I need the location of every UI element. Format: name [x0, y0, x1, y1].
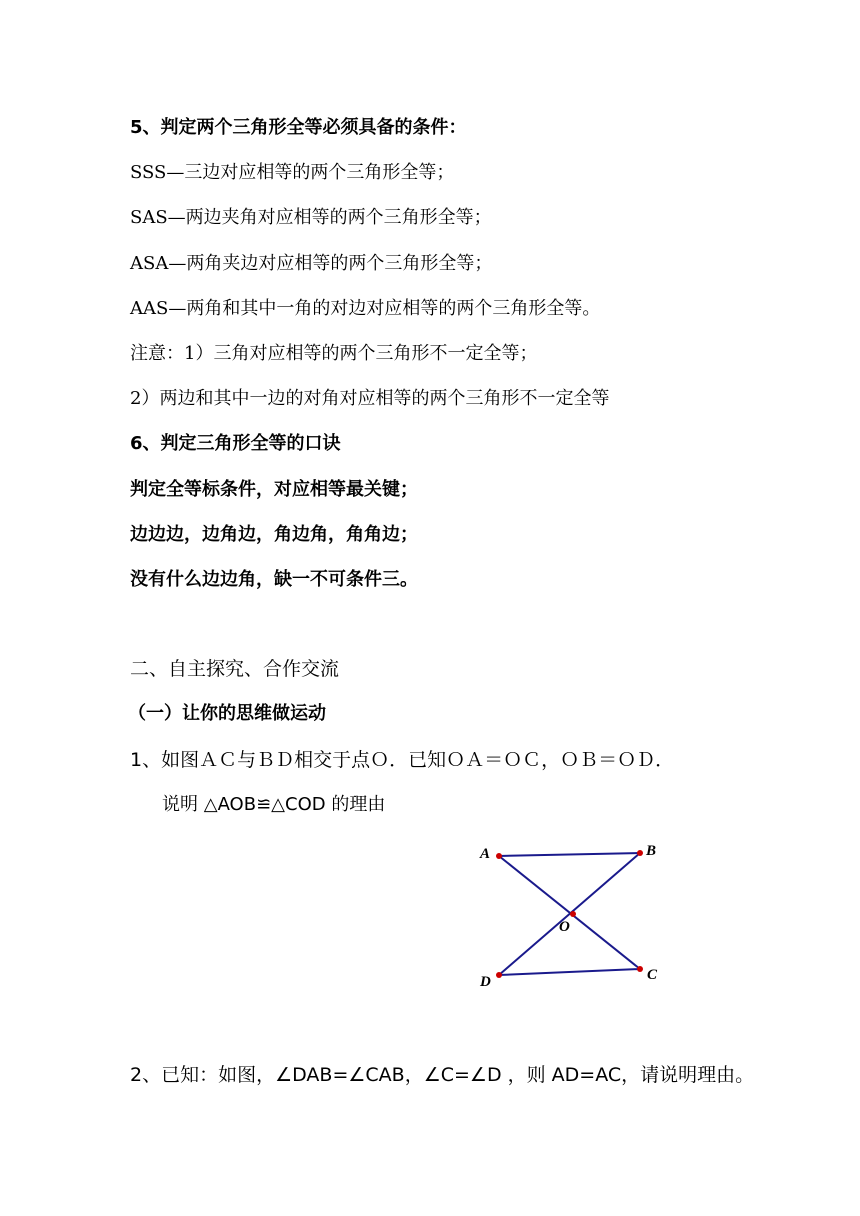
rule-asa: ASA—两角夹边对应相等的两个三角形全等；	[130, 253, 493, 274]
figure-lines	[499, 853, 640, 975]
label-b: B	[646, 843, 657, 859]
segment-dc	[499, 969, 640, 975]
section-5-heading: 5、判定两个三角形全等必须具备的条件：	[130, 117, 467, 138]
part-2-subheading: （一）让你的思维做运动	[128, 703, 326, 724]
question-1-line-2: 说明 △AOB≌△COD 的理由	[162, 794, 386, 815]
segment-ab	[499, 853, 640, 856]
verse-line-2: 边边边，边角边，角边角，角角边；	[130, 524, 418, 545]
question-2: 2、已知：如图，∠DAB=∠CAB，∠C=∠D ，则 AD=AC，请说明理由。	[130, 1064, 755, 1086]
note-1: 注意：1）三角对应相等的两个三角形不一定全等；	[130, 343, 538, 364]
point-b	[637, 850, 643, 856]
rule-sas: SAS—两边夹角对应相等的两个三角形全等；	[130, 207, 492, 228]
segment-bd	[499, 853, 640, 975]
label-c: C	[647, 967, 658, 983]
point-o	[570, 911, 576, 917]
label-a: A	[480, 846, 491, 862]
segment-ac	[499, 856, 640, 969]
part-2-heading: 二、自主探究、合作交流	[130, 658, 340, 680]
label-d: D	[480, 974, 491, 990]
geometry-figure	[470, 836, 670, 996]
point-a	[496, 853, 502, 859]
verse-line-3: 没有什么边边角，缺一不可条件三。	[130, 569, 418, 590]
label-o: O	[559, 919, 570, 935]
question-1-line-1: 1、如图ＡＣ与ＢＤ相交于点Ｏ．已知ＯＡ＝ＯＣ，ＯＢ＝ＯＤ．	[130, 749, 675, 771]
point-d	[496, 972, 502, 978]
section-6-heading: 6、判定三角形全等的口诀	[130, 433, 341, 454]
verse-line-1: 判定全等标条件，对应相等最关键；	[130, 479, 418, 500]
rule-sss: SSS—三边对应相等的两个三角形全等；	[130, 162, 455, 183]
note-2: 2）两边和其中一边的对角对应相等的两个三角形不一定全等	[130, 388, 610, 409]
point-c	[637, 966, 643, 972]
rule-aas: AAS—两角和其中一角的对边对应相等的两个三角形全等。	[130, 298, 601, 319]
